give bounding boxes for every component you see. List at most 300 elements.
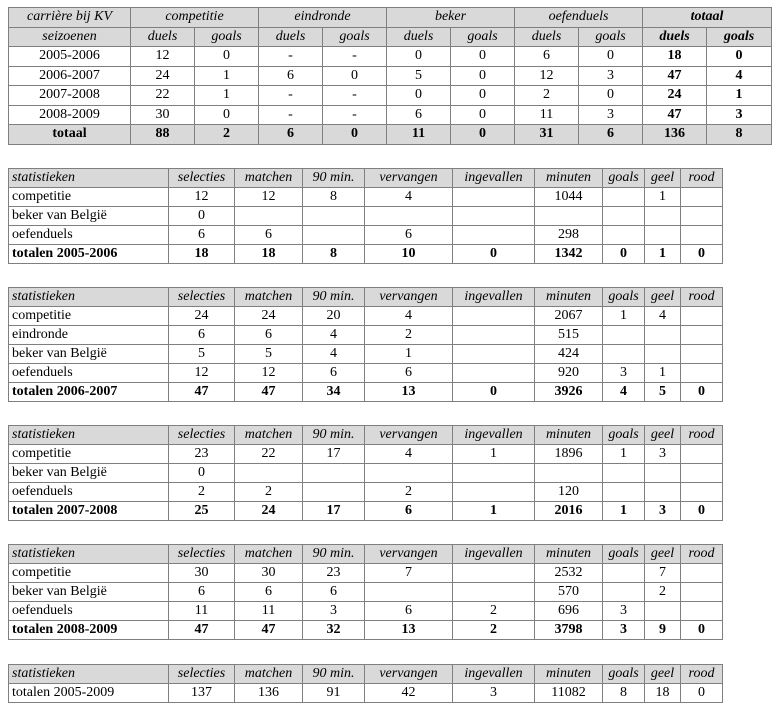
stats-value-cell: 23 (169, 445, 235, 464)
season-cell: 2005-2006 (9, 47, 131, 67)
value-cell: 0 (323, 66, 387, 86)
sub-header: goals (579, 27, 643, 47)
stats-header-cell: minuten (535, 169, 603, 188)
stats-value-cell (453, 564, 535, 583)
value-cell: 1 (707, 86, 772, 106)
stats-value-cell: 22 (235, 445, 303, 464)
stats-value-cell: 4 (365, 307, 453, 326)
stats-header-cell: geel (645, 665, 681, 684)
stats-value-cell: 10 (365, 245, 453, 264)
stats-value-cell: 6 (303, 364, 365, 383)
stats-value-cell (453, 364, 535, 383)
value-cell: 3 (579, 66, 643, 86)
stats-value-cell: 570 (535, 583, 603, 602)
stats-value-cell: 3926 (535, 383, 603, 402)
stats-table (8, 168, 723, 264)
value-cell: - (323, 47, 387, 67)
stats-header-cell: geel (645, 288, 681, 307)
value-cell: 12 (131, 47, 195, 67)
stats-value-cell (681, 445, 723, 464)
value-cell: - (259, 105, 323, 125)
stats-value-cell: 12 (169, 188, 235, 207)
stats-value-cell: 32 (303, 621, 365, 640)
stats-row (9, 188, 723, 207)
stats-value-cell: 1044 (535, 188, 603, 207)
career-table (8, 7, 772, 145)
stats-value-cell (453, 583, 535, 602)
stats-value-cell: 5 (169, 345, 235, 364)
stats-label-cell: totalen 2007-2008 (9, 502, 169, 521)
stats-value-cell (453, 226, 535, 245)
stats-header-cell: statistieken (9, 288, 169, 307)
stats-value-cell: 6 (365, 226, 453, 245)
stats-header-cell: ingevallen (453, 169, 535, 188)
stats-value-cell: 24 (235, 307, 303, 326)
stats-value-cell (681, 207, 723, 226)
stats-header-cell: ingevallen (453, 665, 535, 684)
stats-value-cell: 6 (235, 226, 303, 245)
stats-header-cell: rood (681, 169, 723, 188)
stats-value-cell: 8 (603, 684, 645, 703)
stats-value-cell: 3 (603, 621, 645, 640)
stats-value-cell: 1896 (535, 445, 603, 464)
stats-value-cell (603, 326, 645, 345)
sub-header: goals (195, 27, 259, 47)
stats-header-cell: goals (603, 426, 645, 445)
stats-value-cell: 1 (645, 245, 681, 264)
stats-value-cell (235, 207, 303, 226)
value-cell: - (323, 86, 387, 106)
stats-value-cell (681, 226, 723, 245)
stats-header-cell: goals (603, 545, 645, 564)
stats-header-row (9, 426, 723, 445)
career-season-row (9, 86, 772, 106)
stats-value-cell: 2067 (535, 307, 603, 326)
stats-row (9, 464, 723, 483)
stats-value-cell (453, 207, 535, 226)
stats-value-cell: 1 (645, 188, 681, 207)
stats-value-cell: 0 (681, 502, 723, 521)
group-header: competitie (131, 8, 259, 28)
stats-label-cell: oefenduels (9, 364, 169, 383)
stats-header-cell: selecties (169, 169, 235, 188)
stats-value-cell (303, 207, 365, 226)
stats-header-cell: rood (681, 665, 723, 684)
stats-header-cell: vervangen (365, 665, 453, 684)
stats-value-cell: 11 (235, 602, 303, 621)
value-cell: 0 (387, 86, 451, 106)
stats-row (9, 564, 723, 583)
stats-header-cell: statistieken (9, 545, 169, 564)
value-cell: 0 (451, 86, 515, 106)
value-cell: 0 (451, 66, 515, 86)
stats-value-cell (235, 464, 303, 483)
stats-value-cell (365, 464, 453, 483)
group-header-total: totaal (643, 8, 772, 28)
stats-value-cell: 5 (645, 383, 681, 402)
stats-label-cell: competitie (9, 188, 169, 207)
stats-value-cell: 4 (303, 345, 365, 364)
stats-header-cell: vervangen (365, 426, 453, 445)
stats-header-cell: rood (681, 545, 723, 564)
stats-value-cell (453, 307, 535, 326)
stats-value-cell: 6 (365, 364, 453, 383)
stats-value-cell: 3 (603, 364, 645, 383)
stats-header-cell: matchen (235, 288, 303, 307)
stats-value-cell (603, 207, 645, 226)
value-cell: 6 (515, 47, 579, 67)
stats-value-cell (681, 364, 723, 383)
value-cell: 5 (387, 66, 451, 86)
stats-value-cell (303, 483, 365, 502)
value-cell: 1 (195, 66, 259, 86)
stats-label-cell: oefenduels (9, 483, 169, 502)
stats-header-cell: minuten (535, 288, 603, 307)
stats-value-cell: 8 (303, 245, 365, 264)
value-cell: 0 (451, 105, 515, 125)
stats-table (8, 425, 723, 521)
sub-header: duels (515, 27, 579, 47)
stats-value-cell: 136 (235, 684, 303, 703)
sub-header: goals (323, 27, 387, 47)
stats-value-cell: 3 (645, 502, 681, 521)
stats-row (9, 445, 723, 464)
stats-value-cell: 3 (603, 602, 645, 621)
stats-header-row (9, 665, 723, 684)
stats-label-cell: totalen 2005-2006 (9, 245, 169, 264)
stats-value-cell: 1 (603, 307, 645, 326)
stats-label-cell: eindronde (9, 326, 169, 345)
stats-value-cell: 6 (365, 602, 453, 621)
stats-header-cell: selecties (169, 665, 235, 684)
value-cell: 22 (131, 86, 195, 106)
stats-value-cell (303, 226, 365, 245)
stats-header-cell: statistieken (9, 169, 169, 188)
stats-value-cell: 20 (303, 307, 365, 326)
stats-header-cell: selecties (169, 545, 235, 564)
stats-value-cell: 23 (303, 564, 365, 583)
stats-value-cell: 2 (365, 326, 453, 345)
stats-value-cell: 6 (169, 583, 235, 602)
stats-header-cell: ingevallen (453, 426, 535, 445)
stats-header-cell: 90 min. (303, 288, 365, 307)
stats-value-cell: 0 (681, 245, 723, 264)
value-cell: 2 (515, 86, 579, 106)
stats-header-cell: 90 min. (303, 545, 365, 564)
stats-value-cell (603, 188, 645, 207)
stats-value-cell: 25 (169, 502, 235, 521)
stats-value-cell (453, 326, 535, 345)
stats-value-cell (645, 464, 681, 483)
stats-value-cell: 4 (645, 307, 681, 326)
stats-value-cell (603, 226, 645, 245)
stats-header-cell: matchen (235, 545, 303, 564)
season-cell: 2006-2007 (9, 66, 131, 86)
stats-value-cell (645, 207, 681, 226)
stats-header-cell: vervangen (365, 288, 453, 307)
stats-row (9, 684, 723, 703)
sub-header: goals (451, 27, 515, 47)
stats-header-cell: matchen (235, 665, 303, 684)
stats-value-cell: 3 (645, 445, 681, 464)
stats-label-cell: beker van België (9, 207, 169, 226)
stats-value-cell: 120 (535, 483, 603, 502)
stats-value-cell: 4 (365, 188, 453, 207)
stats-label-cell: oefenduels (9, 226, 169, 245)
stats-value-cell (453, 345, 535, 364)
stats-value-cell: 3 (453, 684, 535, 703)
stats-header-cell: rood (681, 288, 723, 307)
stats-value-cell: 515 (535, 326, 603, 345)
value-cell: - (323, 105, 387, 125)
stats-value-cell: 42 (365, 684, 453, 703)
stats-row (9, 226, 723, 245)
stats-value-cell: 2 (645, 583, 681, 602)
stats-header-cell: minuten (535, 426, 603, 445)
stats-label-cell: totalen 2006-2007 (9, 383, 169, 402)
stats-value-cell (681, 188, 723, 207)
stats-header-cell: geel (645, 426, 681, 445)
value-cell: 0 (707, 47, 772, 67)
stats-value-cell: 47 (169, 383, 235, 402)
stats-value-cell: 12 (169, 364, 235, 383)
value-cell: 8 (707, 125, 772, 145)
group-header: oefenduels (515, 8, 643, 28)
stats-value-cell: 6 (303, 583, 365, 602)
value-cell: 0 (579, 86, 643, 106)
stats-value-cell (681, 602, 723, 621)
stats-value-cell (303, 464, 365, 483)
stats-value-cell: 3798 (535, 621, 603, 640)
sub-header: duels (643, 27, 707, 47)
stats-header-cell: matchen (235, 169, 303, 188)
stats-value-cell: 2532 (535, 564, 603, 583)
value-cell: 11 (387, 125, 451, 145)
stats-row (9, 207, 723, 226)
stats-value-cell: 2 (235, 483, 303, 502)
stats-header-cell: vervangen (365, 169, 453, 188)
stats-value-cell: 11 (169, 602, 235, 621)
stats-value-cell: 4 (303, 326, 365, 345)
stats-value-cell (681, 564, 723, 583)
stats-value-cell (645, 345, 681, 364)
stats-label-cell: beker van België (9, 345, 169, 364)
value-cell: 1 (195, 86, 259, 106)
stats-value-cell: 6 (365, 502, 453, 521)
stats-header-cell: rood (681, 426, 723, 445)
stats-value-cell: 0 (603, 245, 645, 264)
stats-value-cell (645, 483, 681, 502)
stats-value-cell: 298 (535, 226, 603, 245)
value-cell: 88 (131, 125, 195, 145)
value-cell: 6 (259, 66, 323, 86)
stats-value-cell: 47 (235, 383, 303, 402)
stats-value-cell: 6 (235, 326, 303, 345)
career-season-row (9, 47, 772, 67)
stats-value-cell: 17 (303, 445, 365, 464)
stats-header-cell: selecties (169, 288, 235, 307)
stats-value-cell (603, 583, 645, 602)
stats-value-cell: 2 (453, 621, 535, 640)
sub-header: duels (387, 27, 451, 47)
value-cell: 6 (259, 125, 323, 145)
stats-label-cell: beker van België (9, 464, 169, 483)
stats-value-cell: 6 (169, 226, 235, 245)
stats-value-cell (603, 483, 645, 502)
value-cell: 24 (131, 66, 195, 86)
sub-header: goals (707, 27, 772, 47)
stats-row (9, 483, 723, 502)
stats-value-cell (453, 464, 535, 483)
stats-value-cell: 2 (169, 483, 235, 502)
value-cell: 136 (643, 125, 707, 145)
stats-value-cell: 18 (645, 684, 681, 703)
stats-value-cell (453, 188, 535, 207)
stats-value-cell (365, 583, 453, 602)
stats-value-cell: 3 (303, 602, 365, 621)
value-cell: 0 (579, 47, 643, 67)
value-cell: 18 (643, 47, 707, 67)
stats-value-cell: 30 (169, 564, 235, 583)
stats-value-cell: 1 (645, 364, 681, 383)
stats-value-cell: 1 (453, 502, 535, 521)
stats-total-row (9, 502, 723, 521)
stats-value-cell: 18 (235, 245, 303, 264)
value-cell: 6 (579, 125, 643, 145)
stats-value-cell: 5 (235, 345, 303, 364)
stats-value-cell: 24 (235, 502, 303, 521)
stats-header-cell: 90 min. (303, 426, 365, 445)
stats-header-cell: ingevallen (453, 545, 535, 564)
value-cell: 0 (451, 47, 515, 67)
stats-value-cell (681, 583, 723, 602)
stats-header-cell: minuten (535, 545, 603, 564)
value-cell: 0 (195, 105, 259, 125)
value-cell: 0 (451, 125, 515, 145)
value-cell: 0 (323, 125, 387, 145)
stats-header-cell: 90 min. (303, 665, 365, 684)
stats-value-cell: 2 (365, 483, 453, 502)
stats-value-cell: 2016 (535, 502, 603, 521)
sub-header: duels (259, 27, 323, 47)
stats-header-cell: statistieken (9, 426, 169, 445)
stats-value-cell: 696 (535, 602, 603, 621)
stats-value-cell: 2 (453, 602, 535, 621)
stats-value-cell: 0 (169, 207, 235, 226)
career-season-row (9, 66, 772, 86)
stats-value-cell (681, 464, 723, 483)
stats-header-cell: ingevallen (453, 288, 535, 307)
stats-value-cell (365, 207, 453, 226)
stats-header-cell: goals (603, 169, 645, 188)
stats-header-cell: selecties (169, 426, 235, 445)
stats-value-cell: 0 (453, 245, 535, 264)
stats-total-row (9, 383, 723, 402)
value-cell: 30 (131, 105, 195, 125)
stats-value-cell: 6 (169, 326, 235, 345)
value-cell: 47 (643, 66, 707, 86)
stats-value-cell: 30 (235, 564, 303, 583)
stats-label-cell: competitie (9, 445, 169, 464)
value-cell: 31 (515, 125, 579, 145)
season-cell: 2008-2009 (9, 105, 131, 125)
stats-value-cell: 4 (365, 445, 453, 464)
value-cell: 3 (707, 105, 772, 125)
stats-value-cell: 13 (365, 383, 453, 402)
stats-value-cell: 4 (603, 383, 645, 402)
stats-header-cell: matchen (235, 426, 303, 445)
stats-value-cell (645, 326, 681, 345)
stats-value-cell (645, 602, 681, 621)
group-header: eindronde (259, 8, 387, 28)
stats-label-cell: oefenduels (9, 602, 169, 621)
stats-value-cell: 18 (169, 245, 235, 264)
stats-header-row (9, 545, 723, 564)
stats-value-cell: 8 (303, 188, 365, 207)
stats-label-cell: competitie (9, 307, 169, 326)
value-cell: 3 (579, 105, 643, 125)
value-cell: 0 (387, 47, 451, 67)
stats-header-cell: goals (603, 288, 645, 307)
stats-total-row (9, 621, 723, 640)
stats-value-cell: 13 (365, 621, 453, 640)
stats-value-cell (535, 207, 603, 226)
stats-label-cell: totalen 2008-2009 (9, 621, 169, 640)
stats-value-cell: 137 (169, 684, 235, 703)
stats-header-row (9, 288, 723, 307)
stats-value-cell (603, 464, 645, 483)
stats-value-cell: 47 (169, 621, 235, 640)
stats-value-cell (681, 307, 723, 326)
stats-header-cell: geel (645, 169, 681, 188)
stats-value-cell: 1 (603, 445, 645, 464)
stats-value-cell: 0 (681, 684, 723, 703)
value-cell: - (259, 47, 323, 67)
stats-table (8, 544, 723, 640)
value-cell: 47 (643, 105, 707, 125)
stats-value-cell (603, 564, 645, 583)
season-cell: totaal (9, 125, 131, 145)
value-cell: 0 (195, 47, 259, 67)
value-cell: 11 (515, 105, 579, 125)
season-cell: 2007-2008 (9, 86, 131, 106)
career-title: carrière bij KV (9, 8, 131, 28)
stats-row (9, 345, 723, 364)
stats-value-cell: 920 (535, 364, 603, 383)
stats-value-cell: 0 (453, 383, 535, 402)
stats-table (8, 287, 723, 402)
stats-value-cell: 12 (235, 188, 303, 207)
stats-value-cell: 91 (303, 684, 365, 703)
value-cell: - (259, 86, 323, 106)
stats-value-cell: 7 (365, 564, 453, 583)
stats-value-cell: 47 (235, 621, 303, 640)
value-cell: 2 (195, 125, 259, 145)
value-cell: 12 (515, 66, 579, 86)
stats-value-cell: 424 (535, 345, 603, 364)
stats-value-cell: 0 (681, 383, 723, 402)
value-cell: 4 (707, 66, 772, 86)
stats-header-row (9, 169, 723, 188)
stats-value-cell: 1 (453, 445, 535, 464)
career-season-row (9, 105, 772, 125)
stats-header-cell: statistieken (9, 665, 169, 684)
stats-value-cell: 9 (645, 621, 681, 640)
stats-value-cell (535, 464, 603, 483)
stats-value-cell: 12 (235, 364, 303, 383)
value-cell: 6 (387, 105, 451, 125)
stats-value-cell: 1342 (535, 245, 603, 264)
